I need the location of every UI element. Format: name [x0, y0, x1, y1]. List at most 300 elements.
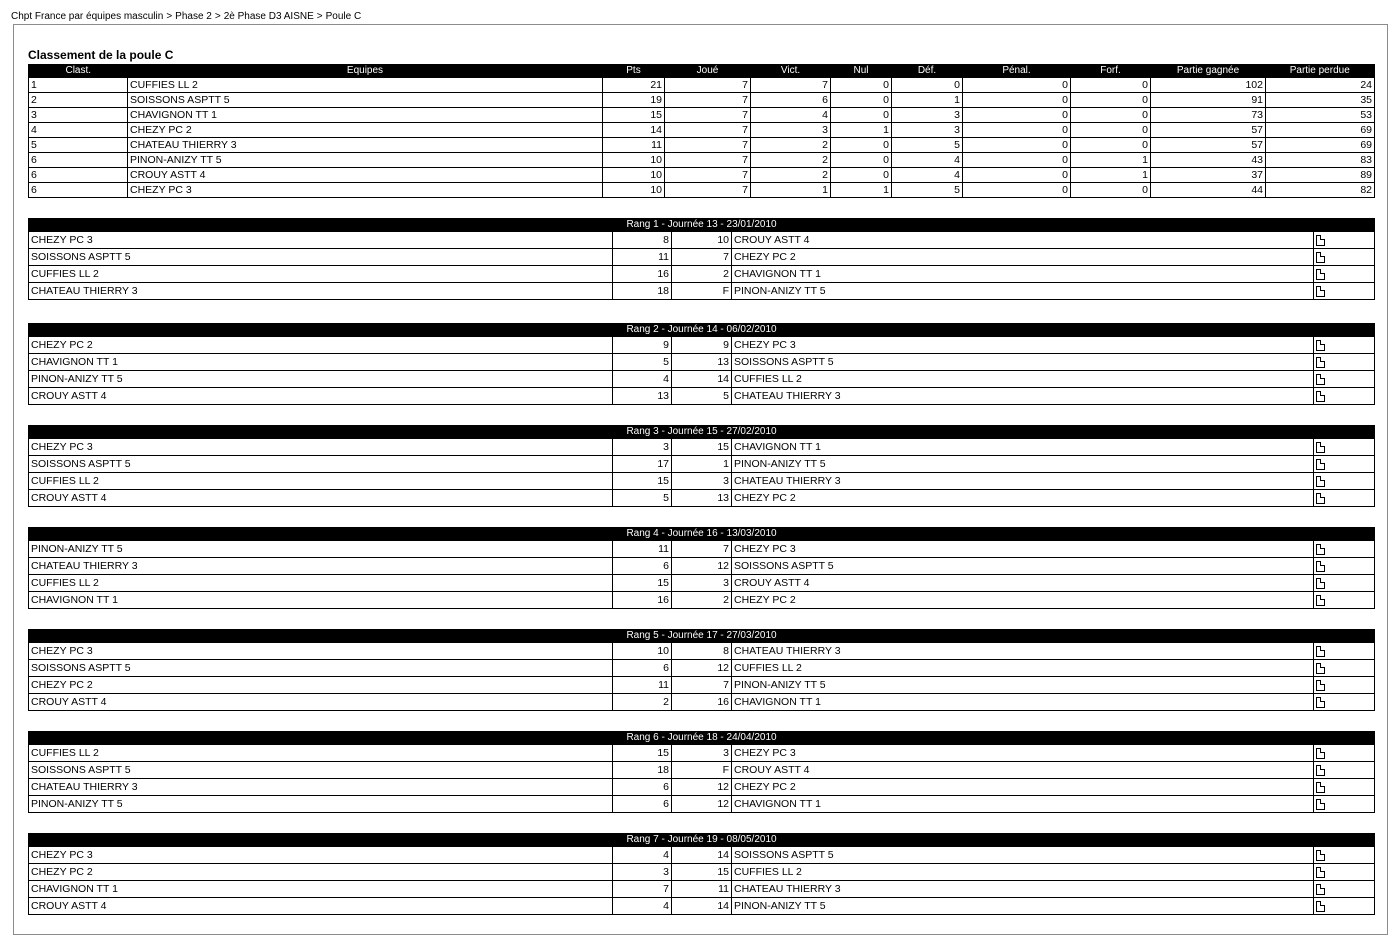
document-icon[interactable]: [1316, 646, 1325, 657]
round-title: Rang 7 - Journée 19 - 08/05/2010: [29, 834, 1375, 847]
match-sheet-cell: [1314, 283, 1375, 300]
ranking-table: [28, 64, 1375, 198]
ranking-cell: 0: [963, 168, 1071, 183]
home-team-cell: PINON-ANIZY TT 5: [29, 541, 613, 558]
match-sheet-cell: [1314, 881, 1375, 898]
document-icon[interactable]: [1316, 544, 1325, 555]
ranking-row: [29, 183, 1375, 198]
away-score-cell: 1: [672, 456, 732, 473]
match-sheet-cell: [1314, 762, 1375, 779]
match-row: [29, 643, 1375, 660]
home-score-cell: 3: [613, 864, 672, 881]
match-sheet-cell: [1314, 847, 1375, 864]
column-header: Déf.: [892, 65, 963, 78]
ranking-cell: 0: [963, 78, 1071, 93]
document-icon[interactable]: [1316, 850, 1325, 861]
away-team-cell: CUFFIES LL 2: [732, 660, 1314, 677]
away-team-cell: CHEZY PC 2: [732, 592, 1314, 609]
ranking-cell: 1: [831, 183, 892, 198]
ranking-cell: 3: [892, 123, 963, 138]
ranking-row: [29, 108, 1375, 123]
home-score-cell: 6: [613, 796, 672, 813]
ranking-cell: 0: [1071, 93, 1151, 108]
ranking-cell: 0: [1071, 183, 1151, 198]
match-sheet-cell: [1314, 266, 1375, 283]
round-table: [28, 731, 1375, 813]
document-icon[interactable]: [1316, 374, 1325, 385]
ranking-row: [29, 138, 1375, 153]
document-icon[interactable]: [1316, 269, 1325, 280]
away-score-cell: 14: [672, 898, 732, 915]
ranking-cell: 7: [665, 168, 751, 183]
match-row: [29, 694, 1375, 711]
ranking-cell: 0: [1071, 108, 1151, 123]
round-title: Rang 1 - Journée 13 - 23/01/2010: [29, 219, 1375, 232]
home-team-cell: CHAVIGNON TT 1: [29, 881, 613, 898]
match-row: [29, 337, 1375, 354]
ranking-cell: 0: [963, 153, 1071, 168]
home-score-cell: 6: [613, 660, 672, 677]
ranking-cell: 7: [665, 108, 751, 123]
round-table: [28, 323, 1375, 405]
home-team-cell: CHAVIGNON TT 1: [29, 592, 613, 609]
document-icon[interactable]: [1316, 595, 1325, 606]
ranking-cell: 53: [1266, 108, 1375, 123]
ranking-cell: 3: [751, 123, 831, 138]
home-team-cell: CHEZY PC 3: [29, 439, 613, 456]
ranking-cell: 24: [1266, 78, 1375, 93]
ranking-cell: 19: [603, 93, 665, 108]
ranking-cell: 0: [963, 108, 1071, 123]
away-score-cell: 13: [672, 354, 732, 371]
document-icon[interactable]: [1316, 357, 1325, 368]
home-team-cell: CHEZY PC 2: [29, 864, 613, 881]
match-sheet-cell: [1314, 660, 1375, 677]
away-score-cell: 11: [672, 881, 732, 898]
match-row: [29, 388, 1375, 405]
document-icon[interactable]: [1316, 493, 1325, 504]
document-icon[interactable]: [1316, 663, 1325, 674]
ranking-cell: 4: [892, 168, 963, 183]
away-team-cell: CHAVIGNON TT 1: [732, 694, 1314, 711]
ranking-cell: 6: [29, 168, 128, 183]
column-header: Pénal.: [963, 65, 1071, 78]
ranking-cell: 2: [751, 138, 831, 153]
ranking-cell: 4: [29, 123, 128, 138]
away-score-cell: 7: [672, 249, 732, 266]
match-row: [29, 354, 1375, 371]
home-team-cell: CROUY ASTT 4: [29, 490, 613, 507]
ranking-cell: 5: [892, 138, 963, 153]
away-team-cell: PINON-ANIZY TT 5: [732, 898, 1314, 915]
match-row: [29, 283, 1375, 300]
home-team-cell: PINON-ANIZY TT 5: [29, 371, 613, 388]
team-name-cell[interactable]: CUFFIES LL 2: [128, 78, 603, 93]
home-team-cell: SOISSONS ASPTT 5: [29, 762, 613, 779]
away-score-cell: 2: [672, 266, 732, 283]
away-team-cell: CHAVIGNON TT 1: [732, 266, 1314, 283]
ranking-row: [29, 78, 1375, 93]
round-title: Rang 4 - Journée 16 - 13/03/2010: [29, 528, 1375, 541]
match-row: [29, 677, 1375, 694]
match-sheet-cell: [1314, 694, 1375, 711]
ranking-cell: 0: [1071, 123, 1151, 138]
away-team-cell: CUFFIES LL 2: [732, 864, 1314, 881]
home-team-cell: CHATEAU THIERRY 3: [29, 283, 613, 300]
ranking-cell: 0: [831, 78, 892, 93]
match-row: [29, 456, 1375, 473]
away-team-cell: CHATEAU THIERRY 3: [732, 643, 1314, 660]
ranking-cell: 4: [892, 153, 963, 168]
ranking-cell: 0: [963, 93, 1071, 108]
home-score-cell: 4: [613, 371, 672, 388]
document-icon[interactable]: [1316, 235, 1325, 246]
match-sheet-cell: [1314, 456, 1375, 473]
away-score-cell: 3: [672, 473, 732, 490]
away-score-cell: 3: [672, 745, 732, 762]
column-header: Partie perdue: [1266, 65, 1375, 78]
away-team-cell: CHATEAU THIERRY 3: [732, 388, 1314, 405]
match-row: [29, 881, 1375, 898]
ranking-cell: 57: [1151, 123, 1266, 138]
breadcrumb-item[interactable]: Chpt France par équipes masculin: [11, 11, 164, 22]
away-team-cell: CROUY ASTT 4: [732, 762, 1314, 779]
document-icon[interactable]: [1316, 459, 1325, 470]
ranking-cell: 7: [665, 78, 751, 93]
ranking-cell: 10: [603, 153, 665, 168]
ranking-cell: 83: [1266, 153, 1375, 168]
ranking-cell: 7: [665, 183, 751, 198]
away-team-cell: CROUY ASTT 4: [732, 232, 1314, 249]
ranking-cell: 0: [831, 168, 892, 183]
home-score-cell: 6: [613, 558, 672, 575]
document-icon[interactable]: [1316, 867, 1325, 878]
ranking-cell: 0: [831, 93, 892, 108]
ranking-cell: 0: [963, 138, 1071, 153]
document-icon[interactable]: [1316, 561, 1325, 572]
match-sheet-cell: [1314, 232, 1375, 249]
match-row: [29, 541, 1375, 558]
match-sheet-cell: [1314, 677, 1375, 694]
match-sheet-cell: [1314, 354, 1375, 371]
round-table: [28, 833, 1375, 915]
away-score-cell: 12: [672, 660, 732, 677]
match-sheet-cell: [1314, 371, 1375, 388]
match-sheet-cell: [1314, 796, 1375, 813]
ranking-cell: 3: [892, 108, 963, 123]
away-team-cell: CROUY ASTT 4: [732, 575, 1314, 592]
breadcrumb: Chpt France par équipes masculin > Phase 2 > 2è Phase D3 AISNE > Poule C: [11, 11, 362, 22]
match-sheet-cell: [1314, 898, 1375, 915]
document-icon[interactable]: [1316, 901, 1325, 912]
match-sheet-cell: [1314, 558, 1375, 575]
match-sheet-cell: [1314, 388, 1375, 405]
ranking-row: [29, 168, 1375, 183]
match-sheet-cell: [1314, 337, 1375, 354]
match-sheet-cell: [1314, 779, 1375, 796]
away-team-cell: CHATEAU THIERRY 3: [732, 881, 1314, 898]
ranking-title: Classement de la poule C: [28, 48, 174, 62]
document-icon[interactable]: [1316, 286, 1325, 297]
match-sheet-cell: [1314, 473, 1375, 490]
ranking-cell: 0: [1071, 138, 1151, 153]
away-score-cell: 12: [672, 779, 732, 796]
ranking-cell: 7: [665, 138, 751, 153]
match-sheet-cell: [1314, 864, 1375, 881]
away-team-cell: PINON-ANIZY TT 5: [732, 677, 1314, 694]
away-score-cell: 3: [672, 575, 732, 592]
away-score-cell: 16: [672, 694, 732, 711]
team-name-cell[interactable]: CHEZY PC 2: [128, 123, 603, 138]
ranking-cell: 102: [1151, 78, 1266, 93]
ranking-cell: 91: [1151, 93, 1266, 108]
away-score-cell: 14: [672, 847, 732, 864]
ranking-cell: 1: [29, 78, 128, 93]
home-team-cell: SOISSONS ASPTT 5: [29, 660, 613, 677]
round-title: Rang 3 - Journée 15 - 27/02/2010: [29, 426, 1375, 439]
home-score-cell: 11: [613, 677, 672, 694]
match-row: [29, 371, 1375, 388]
ranking-cell: 43: [1151, 153, 1266, 168]
match-row: [29, 762, 1375, 779]
ranking-cell: 1: [1071, 153, 1151, 168]
home-score-cell: 3: [613, 439, 672, 456]
home-team-cell: PINON-ANIZY TT 5: [29, 796, 613, 813]
home-score-cell: 17: [613, 456, 672, 473]
team-name-cell[interactable]: PINON-ANIZY TT 5: [128, 153, 603, 168]
ranking-cell: 4: [751, 108, 831, 123]
ranking-cell: 11: [603, 138, 665, 153]
round-title: Rang 5 - Journée 17 - 27/03/2010: [29, 630, 1375, 643]
away-score-cell: F: [672, 762, 732, 779]
ranking-cell: 21: [603, 78, 665, 93]
home-score-cell: 16: [613, 266, 672, 283]
home-team-cell: CUFFIES LL 2: [29, 266, 613, 283]
away-team-cell: CHAVIGNON TT 1: [732, 796, 1314, 813]
document-icon[interactable]: [1316, 578, 1325, 589]
document-icon[interactable]: [1316, 748, 1325, 759]
ranking-cell: 0: [831, 138, 892, 153]
column-header: Joué: [665, 65, 751, 78]
home-team-cell: CHATEAU THIERRY 3: [29, 558, 613, 575]
match-sheet-cell: [1314, 575, 1375, 592]
home-team-cell: CHEZY PC 2: [29, 677, 613, 694]
home-team-cell: CHEZY PC 3: [29, 232, 613, 249]
match-row: [29, 592, 1375, 609]
home-score-cell: 6: [613, 779, 672, 796]
home-score-cell: 5: [613, 354, 672, 371]
match-row: [29, 660, 1375, 677]
ranking-cell: 14: [603, 123, 665, 138]
home-score-cell: 9: [613, 337, 672, 354]
match-row: [29, 439, 1375, 456]
home-team-cell: SOISSONS ASPTT 5: [29, 249, 613, 266]
column-header: Partie gagnée: [1151, 65, 1266, 78]
away-score-cell: 7: [672, 541, 732, 558]
ranking-cell: 5: [29, 138, 128, 153]
home-team-cell: CHEZY PC 3: [29, 643, 613, 660]
round-table: [28, 218, 1375, 300]
away-score-cell: 7: [672, 677, 732, 694]
team-name-cell[interactable]: CHAVIGNON TT 1: [128, 108, 603, 123]
home-score-cell: 8: [613, 232, 672, 249]
match-row: [29, 473, 1375, 490]
away-team-cell: PINON-ANIZY TT 5: [732, 456, 1314, 473]
away-score-cell: 8: [672, 643, 732, 660]
ranking-cell: 6: [29, 153, 128, 168]
match-row: [29, 745, 1375, 762]
document-icon[interactable]: [1316, 884, 1325, 895]
home-score-cell: 11: [613, 249, 672, 266]
document-icon[interactable]: [1316, 442, 1325, 453]
team-name-cell[interactable]: CHEZY PC 3: [128, 183, 603, 198]
match-row: [29, 847, 1375, 864]
home-score-cell: 18: [613, 762, 672, 779]
document-icon[interactable]: [1316, 680, 1325, 691]
match-row: [29, 490, 1375, 507]
match-row: [29, 558, 1375, 575]
away-team-cell: CHEZY PC 2: [732, 779, 1314, 796]
ranking-cell: 5: [892, 183, 963, 198]
ranking-row: [29, 123, 1375, 138]
ranking-cell: 0: [963, 123, 1071, 138]
column-header: Vict.: [751, 65, 831, 78]
ranking-cell: 6: [29, 183, 128, 198]
column-header: Clast.: [29, 65, 128, 78]
team-name-cell[interactable]: SOISSONS ASPTT 5: [128, 93, 603, 108]
home-team-cell: CUFFIES LL 2: [29, 473, 613, 490]
round-title: Rang 2 - Journée 14 - 06/02/2010: [29, 324, 1375, 337]
ranking-cell: 69: [1266, 138, 1375, 153]
breadcrumb-item[interactable]: Phase 2: [175, 11, 212, 22]
ranking-cell: 35: [1266, 93, 1375, 108]
home-score-cell: 4: [613, 847, 672, 864]
breadcrumb-item[interactable]: 2è Phase D3 AISNE: [223, 11, 314, 22]
home-team-cell: CROUY ASTT 4: [29, 898, 613, 915]
column-header: Equipes: [128, 65, 603, 78]
away-team-cell: CHEZY PC 2: [732, 249, 1314, 266]
match-sheet-cell: [1314, 541, 1375, 558]
ranking-cell: 2: [751, 168, 831, 183]
ranking-cell: 0: [831, 108, 892, 123]
ranking-row: [29, 153, 1375, 168]
ranking-cell: 6: [751, 93, 831, 108]
round-table: [28, 629, 1375, 711]
ranking-header-row: [29, 65, 1375, 78]
match-row: [29, 575, 1375, 592]
home-score-cell: 18: [613, 283, 672, 300]
away-score-cell: 13: [672, 490, 732, 507]
ranking-cell: 73: [1151, 108, 1266, 123]
ranking-cell: 3: [29, 108, 128, 123]
match-row: [29, 232, 1375, 249]
column-header: Pts: [603, 65, 665, 78]
home-score-cell: 10: [613, 643, 672, 660]
home-team-cell: CUFFIES LL 2: [29, 575, 613, 592]
away-score-cell: 12: [672, 558, 732, 575]
document-icon[interactable]: [1316, 340, 1325, 351]
away-team-cell: CHATEAU THIERRY 3: [732, 473, 1314, 490]
ranking-cell: 0: [963, 183, 1071, 198]
round-table: [28, 527, 1375, 609]
away-score-cell: 14: [672, 371, 732, 388]
away-score-cell: F: [672, 283, 732, 300]
match-sheet-cell: [1314, 643, 1375, 660]
home-team-cell: CHAVIGNON TT 1: [29, 354, 613, 371]
ranking-cell: 10: [603, 168, 665, 183]
team-name-cell[interactable]: CHATEAU THIERRY 3: [128, 138, 603, 153]
document-icon[interactable]: [1316, 765, 1325, 776]
document-icon[interactable]: [1316, 476, 1325, 487]
away-team-cell: SOISSONS ASPTT 5: [732, 354, 1314, 371]
away-team-cell: CHEZY PC 2: [732, 490, 1314, 507]
away-score-cell: 9: [672, 337, 732, 354]
document-icon[interactable]: [1316, 252, 1325, 263]
ranking-cell: 2: [751, 153, 831, 168]
away-team-cell: CHEZY PC 3: [732, 541, 1314, 558]
home-score-cell: 15: [613, 575, 672, 592]
ranking-cell: 69: [1266, 123, 1375, 138]
home-score-cell: 7: [613, 881, 672, 898]
ranking-cell: 15: [603, 108, 665, 123]
match-sheet-cell: [1314, 592, 1375, 609]
home-score-cell: 5: [613, 490, 672, 507]
ranking-cell: 44: [1151, 183, 1266, 198]
home-score-cell: 16: [613, 592, 672, 609]
ranking-cell: 7: [665, 123, 751, 138]
ranking-cell: 1: [831, 123, 892, 138]
ranking-row: [29, 93, 1375, 108]
match-sheet-cell: [1314, 439, 1375, 456]
match-sheet-cell: [1314, 490, 1375, 507]
home-team-cell: CROUY ASTT 4: [29, 694, 613, 711]
ranking-cell: 1: [892, 93, 963, 108]
ranking-cell: 1: [751, 183, 831, 198]
home-score-cell: 15: [613, 473, 672, 490]
home-score-cell: 13: [613, 388, 672, 405]
away-team-cell: CHEZY PC 3: [732, 337, 1314, 354]
away-score-cell: 15: [672, 864, 732, 881]
breadcrumb-item[interactable]: Poule C: [325, 11, 362, 22]
column-header: Nul: [831, 65, 892, 78]
home-team-cell: SOISSONS ASPTT 5: [29, 456, 613, 473]
home-score-cell: 4: [613, 898, 672, 915]
ranking-cell: 10: [603, 183, 665, 198]
home-score-cell: 2: [613, 694, 672, 711]
home-team-cell: CHEZY PC 2: [29, 337, 613, 354]
away-score-cell: 10: [672, 232, 732, 249]
ranking-cell: 0: [831, 153, 892, 168]
document-icon[interactable]: [1316, 697, 1325, 708]
away-team-cell: SOISSONS ASPTT 5: [732, 558, 1314, 575]
team-name-cell[interactable]: CROUY ASTT 4: [128, 168, 603, 183]
ranking-cell: 7: [751, 78, 831, 93]
match-sheet-cell: [1314, 249, 1375, 266]
document-icon[interactable]: [1316, 782, 1325, 793]
away-score-cell: 12: [672, 796, 732, 813]
ranking-cell: 7: [665, 93, 751, 108]
match-row: [29, 266, 1375, 283]
ranking-cell: 82: [1266, 183, 1375, 198]
match-row: [29, 864, 1375, 881]
document-icon[interactable]: [1316, 799, 1325, 810]
home-team-cell: CHEZY PC 3: [29, 847, 613, 864]
ranking-cell: 89: [1266, 168, 1375, 183]
home-score-cell: 11: [613, 541, 672, 558]
away-team-cell: CHEZY PC 3: [732, 745, 1314, 762]
document-icon[interactable]: [1316, 391, 1325, 402]
away-team-cell: CUFFIES LL 2: [732, 371, 1314, 388]
